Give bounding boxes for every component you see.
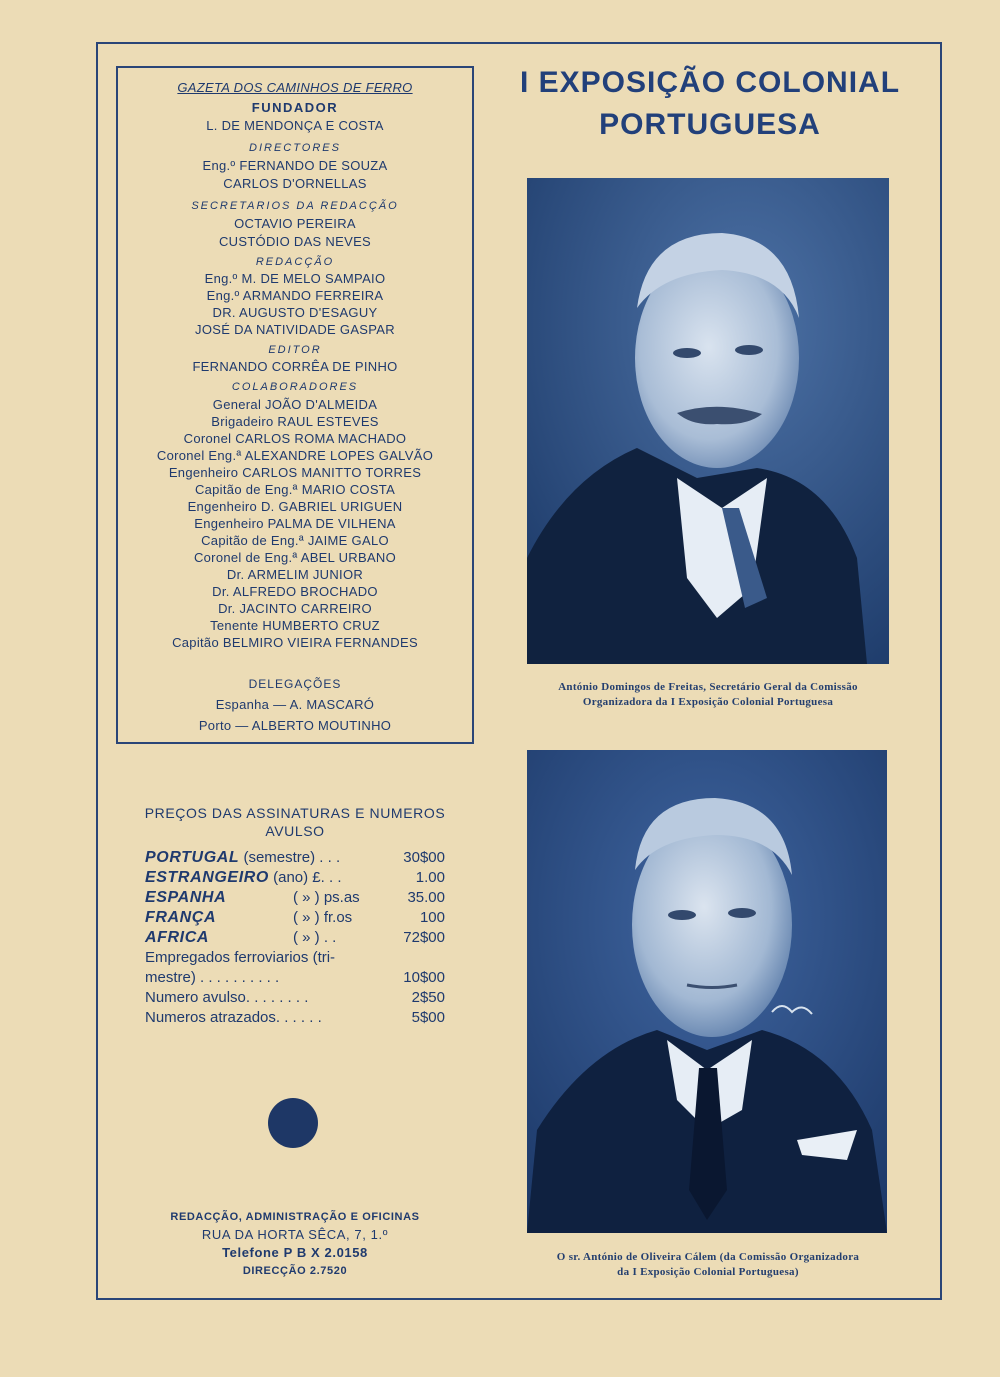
founder-name: L. DE MENDONÇA E COSTA: [206, 118, 384, 133]
price-region: FRANÇA: [145, 909, 217, 926]
price-value: 1.00: [415, 869, 445, 886]
masthead-box: [116, 66, 474, 744]
collaborator-name: Capitão de Eng.ª JAIME GALO: [201, 533, 389, 548]
article-title: [490, 62, 930, 146]
price-value: 10$00: [403, 969, 445, 986]
address-line: RUA DA HORTA SÊCA, 7, 1.º: [201, 1227, 389, 1242]
address-line: REDACÇÃO, ADMINISTRAÇÃO E OFICINAS: [170, 1211, 420, 1223]
price-value: 72$00: [403, 929, 445, 946]
collaborator-name: Tenente HUMBERTO CRUZ: [210, 618, 380, 633]
editorial-name: JOSÉ DA NATIVIDADE GASPAR: [195, 322, 395, 337]
delegations-heading: DELEGAÇÕES: [248, 677, 342, 691]
secretary-name: OCTAVIO PEREIRA: [234, 216, 356, 231]
portrait-illustration: [527, 178, 889, 664]
collaborator-name: Dr. JACINTO CARREIRO: [218, 601, 372, 616]
delegation-line: Porto — ALBERTO MOUTINHO: [198, 718, 392, 733]
editorial-name: Eng.º ARMANDO FERREIRA: [206, 288, 384, 303]
price-row: [145, 928, 445, 948]
portrait-photo: [527, 178, 889, 664]
price-value: 5$00: [411, 1009, 445, 1026]
price-region: PORTUGAL: [145, 849, 240, 866]
price-period: (semestre) . . .: [243, 849, 341, 866]
price-unit: ( » ) . .: [293, 929, 337, 946]
price-unit: ( » ) ps.as: [293, 889, 360, 906]
price-unit: ( » ) fr.os: [293, 909, 353, 926]
collaborator-name: Coronel de Eng.ª ABEL URBANO: [193, 550, 397, 565]
collaborators-heading: COLABORADORES: [231, 381, 359, 393]
price-region: AFRICA: [145, 929, 210, 946]
price-row: [145, 868, 445, 888]
address-block: [120, 1208, 470, 1280]
collaborator-name: Engenheiro PALMA DE VILHENA: [194, 516, 396, 531]
price-label: mestre) . . . . . . . . . .: [145, 969, 280, 986]
editorial-name: Eng.º M. DE MELO SAMPAIO: [204, 271, 386, 286]
founder-heading: FUNDADOR: [251, 100, 339, 115]
caption-line: da I Exposição Colonial Portuguesa): [617, 1266, 799, 1278]
prices-title-2: AVULSO: [265, 823, 325, 839]
publication-name: GAZETA DOS CAMINHOS DE FERRO: [177, 80, 413, 95]
collaborator-name: Engenheiro D. GABRIEL URIGUEN: [187, 499, 403, 514]
portrait-caption: [510, 1250, 906, 1280]
portrait-illustration: [527, 750, 887, 1233]
direction-line: DIRECÇÃO 2.7520: [242, 1265, 348, 1277]
collaborator-name: Dr. ALFREDO BROCHADO: [212, 584, 378, 599]
director-name: CARLOS D'ORNELLAS: [223, 176, 367, 191]
portrait-caption: [510, 680, 906, 710]
price-label: Empregados ferroviarios (tri-: [145, 949, 336, 966]
ink-dot-seal: [268, 1098, 318, 1148]
collaborator-name: Brigadeiro RAUL ESTEVES: [211, 414, 379, 429]
subscription-prices: [120, 804, 470, 1026]
collaborator-name: Coronel Eng.ª ALEXANDRE LOPES GALVÃO: [156, 448, 434, 463]
price-period: (ano) £. . .: [273, 869, 342, 886]
phone-line: Telefone P B X 2.0158: [222, 1245, 368, 1260]
article-title-line: I EXPOSIÇÃO COLONIAL: [519, 66, 901, 99]
secretary-name: CUSTÓDIO DAS NEVES: [218, 234, 372, 249]
portrait-photo: [527, 750, 887, 1233]
caption-line: O sr. António de Oliveira Cálem (da Comissão Organizadora: [556, 1251, 860, 1263]
price-row: [145, 888, 445, 908]
collaborator-name: Capitão de Eng.ª MARIO COSTA: [194, 482, 396, 497]
price-value: 2$50: [411, 989, 445, 1006]
collaborator-name: Dr. ARMELIM JUNIOR: [226, 567, 364, 582]
price-row: [145, 908, 445, 928]
secretaries-heading: SECRETARIOS DA REDACÇÃO: [191, 200, 399, 212]
delegation-line: Espanha — A. MASCARÓ: [215, 697, 375, 712]
collaborator-name: Engenheiro CARLOS MANITTO TORRES: [168, 465, 422, 480]
price-region: ESTRANGEIRO: [145, 869, 269, 886]
price-value: 30$00: [403, 849, 445, 866]
editor-heading: EDITOR: [268, 344, 322, 356]
price-region: ESPANHA: [145, 889, 227, 906]
collaborator-name: Capitão BELMIRO VIEIRA FERNANDES: [172, 635, 418, 650]
price-value: 35.00: [407, 889, 445, 906]
directors-heading: DIRECTORES: [249, 142, 341, 154]
editorial-heading: REDACÇÃO: [255, 256, 335, 268]
price-row: [145, 848, 445, 868]
director-name: Eng.º FERNANDO DE SOUZA: [202, 158, 388, 173]
collaborator-name: Coronel CARLOS ROMA MACHADO: [183, 431, 407, 446]
article-title-line: PORTUGUESA: [599, 108, 821, 141]
editor-name: FERNANDO CORRÊA DE PINHO: [192, 359, 398, 374]
price-label: Numeros atrazados. . . . . .: [145, 1009, 322, 1026]
prices-title: PREÇOS DAS ASSINATURAS E NUMEROS: [144, 805, 446, 821]
price-label: Numero avulso. . . . . . . .: [145, 989, 309, 1006]
price-row: [145, 948, 445, 968]
price-row: [145, 968, 445, 988]
price-value: 100: [419, 909, 445, 926]
caption-line: Organizadora da I Exposição Colonial Portuguesa: [582, 696, 834, 708]
price-row: [145, 988, 445, 1008]
caption-line: António Domingos de Freitas, Secretário Geral da Comissão: [558, 681, 858, 693]
editorial-name: DR. AUGUSTO D'ESAGUY: [212, 305, 378, 320]
price-row: [145, 1008, 445, 1028]
collaborator-name: General JOÃO D'ALMEIDA: [212, 397, 378, 412]
